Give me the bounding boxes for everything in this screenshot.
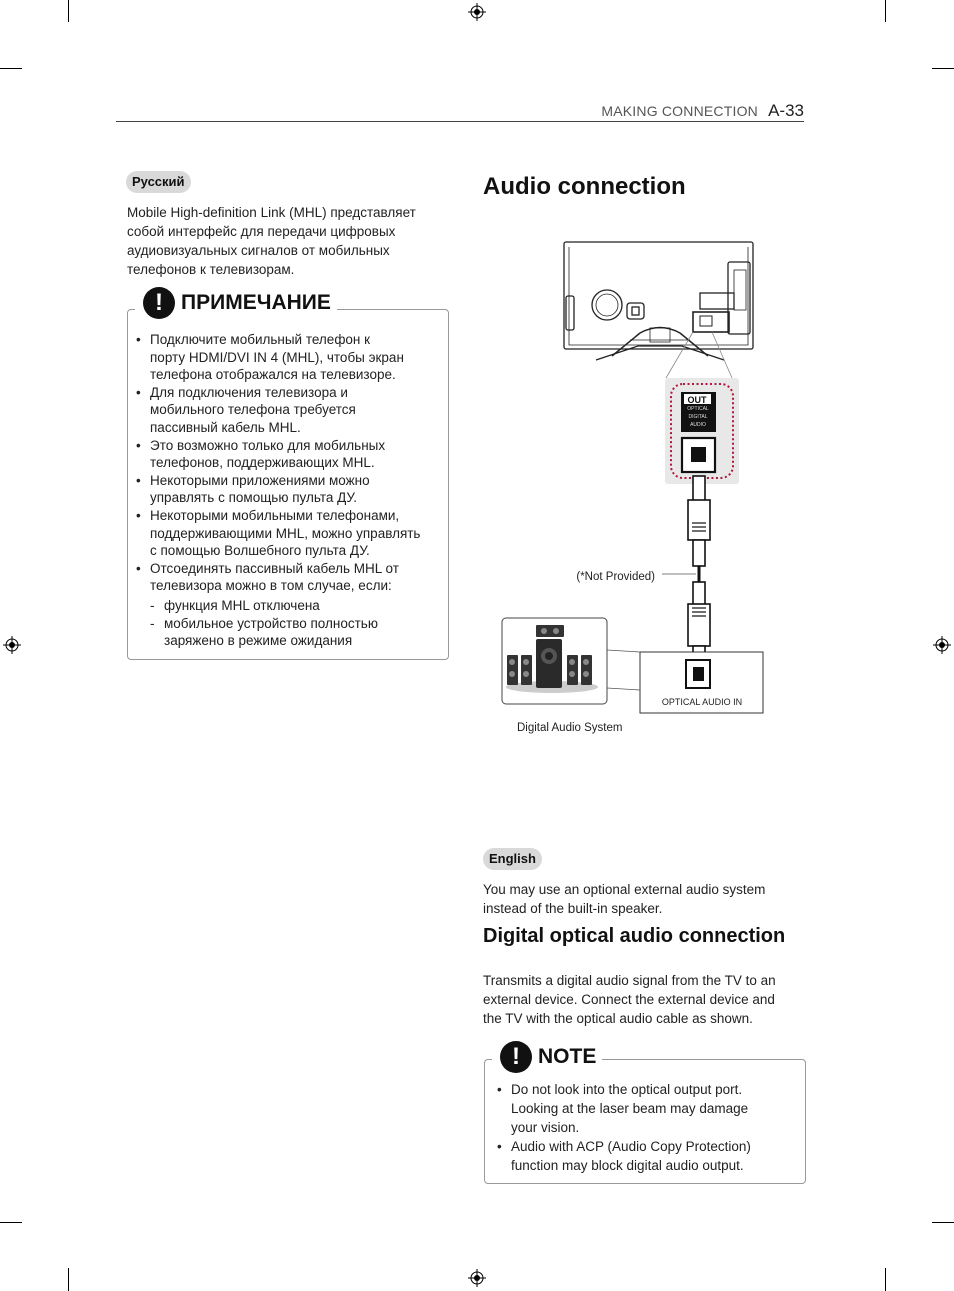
list-item: • Некоторыми приложениями можно управлять с помощью пульта ДУ. (136, 472, 441, 507)
list-item: • Это возможно только для мобильных телефонов, поддерживающих MHL. (136, 437, 441, 472)
port-type-label: OPTICAL (687, 406, 709, 412)
registration-mark-icon (3, 636, 21, 654)
exclamation-icon: ! (500, 1041, 532, 1073)
registration-mark-icon (468, 3, 486, 21)
sub-list (150, 597, 441, 650)
text-line: instead of the built-in speaker. (483, 901, 663, 916)
sub-list-item: - функция MHL отключена (150, 597, 441, 615)
not-provided-label: (*Not Provided) (576, 571, 655, 583)
text-line: the TV with the optical audio cable as shown. (483, 1011, 753, 1026)
text-line: собой интерфейс для передачи цифровых (127, 224, 396, 239)
russian-intro (127, 203, 447, 279)
crop-mark (885, 1268, 886, 1291)
tv-rear-illustration (564, 242, 753, 360)
crop-mark (0, 68, 22, 69)
exclamation-icon: ! (143, 287, 175, 319)
list-item: • Audio with ACP (Audio Copy Protection) function may block digital audio output. (497, 1137, 797, 1175)
text-line: Transmits a digital audio signal from the TV to an (483, 973, 776, 988)
english-intro (483, 880, 805, 918)
crop-mark (932, 68, 954, 69)
english-note-header (492, 1041, 602, 1073)
crop-mark (68, 1268, 69, 1291)
section-header: MAKING CONNECTION (601, 103, 758, 119)
text-line: Mobile High-definition Link (MHL) представляет (127, 205, 416, 220)
port-type-label: DIGITAL (688, 414, 708, 420)
list-item: • Do not look into the optical output port. Looking at the laser beam may damage your vision. (497, 1080, 797, 1137)
list-item: • Для подключения телевизора и мобильного телефона требуется пассивный кабель MHL. (136, 384, 441, 437)
language-badge-english: English (483, 848, 542, 870)
text-line: телефонов к телевизорам. (127, 262, 295, 277)
text-line: You may use an optional external audio system (483, 882, 766, 897)
digital-audio-system-label: Digital Audio System (517, 722, 623, 734)
audio-connection-diagram (490, 235, 780, 745)
english-note-title: NOTE (538, 1045, 597, 1068)
header-rule (116, 121, 804, 122)
russian-note-list (136, 331, 441, 650)
english-note-list (497, 1080, 797, 1175)
page-number: A-33 (768, 101, 804, 120)
port-type-label: AUDIO (690, 422, 706, 428)
optical-plug-top (688, 476, 710, 566)
russian-note-title: ПРИМЕЧАНИЕ (181, 291, 331, 314)
language-badge-russian: Русский (126, 171, 191, 193)
english-description (483, 971, 805, 1028)
registration-mark-icon (933, 636, 951, 654)
optical-plug-bottom (688, 582, 710, 660)
crop-mark (0, 1222, 22, 1223)
list-item: • Отсоединять пассивный кабель MHL от телевизора можно в том случае, если: - функция MHL отключена - мобильное устройство полностью заряжено в режиме ожидания (136, 560, 441, 650)
list-item: • Подключите мобильный телефон к порту HDMI/DVI IN 4 (MHL), чтобы экран телефона отображался на телевизоре. (136, 331, 441, 384)
callout-line (607, 650, 640, 652)
sub-list-item: - мобильное устройство полностью заряжено в режиме ожидания (150, 615, 441, 650)
speaker-system-illustration (502, 618, 607, 704)
text-line: аудиовизуальных сигналов от мобильных (127, 243, 390, 258)
crop-mark (885, 0, 886, 22)
crop-mark (68, 0, 69, 22)
page-title: Audio connection (483, 173, 686, 200)
port-out-label: OUT (687, 395, 707, 405)
list-item: • Некоторыми мобильными телефонами, поддерживающими MHL, можно управлять с помощью Волшебного пульта ДУ. (136, 507, 441, 560)
russian-note-header (135, 287, 337, 319)
callout-line (607, 688, 640, 690)
text-line: external device. Connect the external device and (483, 992, 775, 1007)
registration-mark-icon (468, 1269, 486, 1287)
optical-input-label: OPTICAL AUDIO IN (661, 697, 743, 707)
section-subtitle: Digital optical audio connection (483, 925, 786, 947)
crop-mark (932, 1222, 954, 1223)
